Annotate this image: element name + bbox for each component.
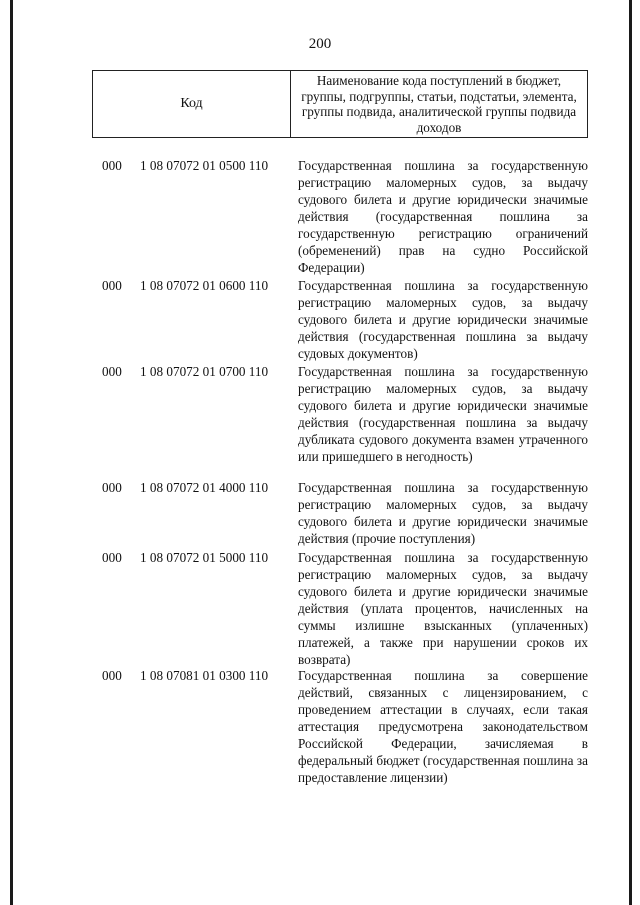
row-admin-code: 000: [102, 668, 122, 683]
row-income-code: 1 08 07072 01 0500 110: [140, 158, 269, 173]
row-income-code: 1 08 07072 01 0700 110: [140, 364, 269, 379]
table-row: [0, 157, 640, 277]
row-income-code: 1 08 07072 01 4000 110: [140, 480, 269, 495]
header-code-label: Код: [93, 71, 291, 137]
header-table: [92, 70, 588, 138]
income-code-list: [0, 157, 640, 787]
row-income-name: Государственная пошлина за совершение действий, связанных с лицензированием, с проведением аттестации в случаях, если такая аттестация предусмотрена законодательством Российской Федерации, зачисляемая в федеральный бюджет (государственная пошлина за предоставление лицензии): [298, 668, 588, 785]
row-income-name: Государственная пошлина за государственную регистрацию маломерных судов, за выдачу судового билета и другие юридически значимые действия (уплата процентов, начисленных на суммы излишне взысканных (уплаченных) платежей, а также при нарушении сроков их возврата): [298, 550, 588, 667]
row-income-name: Государственная пошлина за государственную регистрацию маломерных судов, за выдачу судового билета и другие юридически значимые действия (прочие поступления): [298, 480, 588, 546]
row-admin-code: 000: [102, 364, 122, 379]
page-number: 200: [308, 36, 332, 52]
row-income-name: Государственная пошлина за государственную регистрацию маломерных судов, за выдачу судового билета и другие юридически значимые действия (государственная пошлина за выдачу судовых документов): [298, 278, 588, 361]
row-admin-code: 000: [102, 278, 122, 293]
row-admin-code: 000: [102, 158, 122, 173]
row-income-code: 1 08 07081 01 0300 110: [140, 668, 269, 683]
header-name-label: Наименование кода поступлений в бюджет, группы, подгруппы, статьи, подстатьи, элемента, группы подвида, аналитической группы подвида доходов: [301, 73, 577, 135]
table-row: [0, 549, 640, 667]
table-row: [0, 277, 640, 363]
row-income-code: 1 08 07072 01 5000 110: [140, 550, 269, 565]
table-row: [0, 363, 640, 479]
row-admin-code: 000: [102, 480, 122, 495]
row-income-name: Государственная пошлина за государственную регистрацию маломерных судов, за выдачу судового билета и другие юридически значимые действия (государственная пошлина за государственную регистрацию ограничений (обременений) прав на судно Российской Федерации): [298, 158, 588, 275]
row-admin-code: 000: [102, 550, 122, 565]
row-income-name: Государственная пошлина за государственную регистрацию маломерных судов, за выдачу судового билета и другие юридически значимые действия (государственная пошлина за выдачу дубликата судового документа взамен утраченного или пришедшего в негодность): [298, 364, 588, 464]
table-row: [0, 479, 640, 549]
row-income-code: 1 08 07072 01 0600 110: [140, 278, 269, 293]
table-row: [0, 667, 640, 787]
